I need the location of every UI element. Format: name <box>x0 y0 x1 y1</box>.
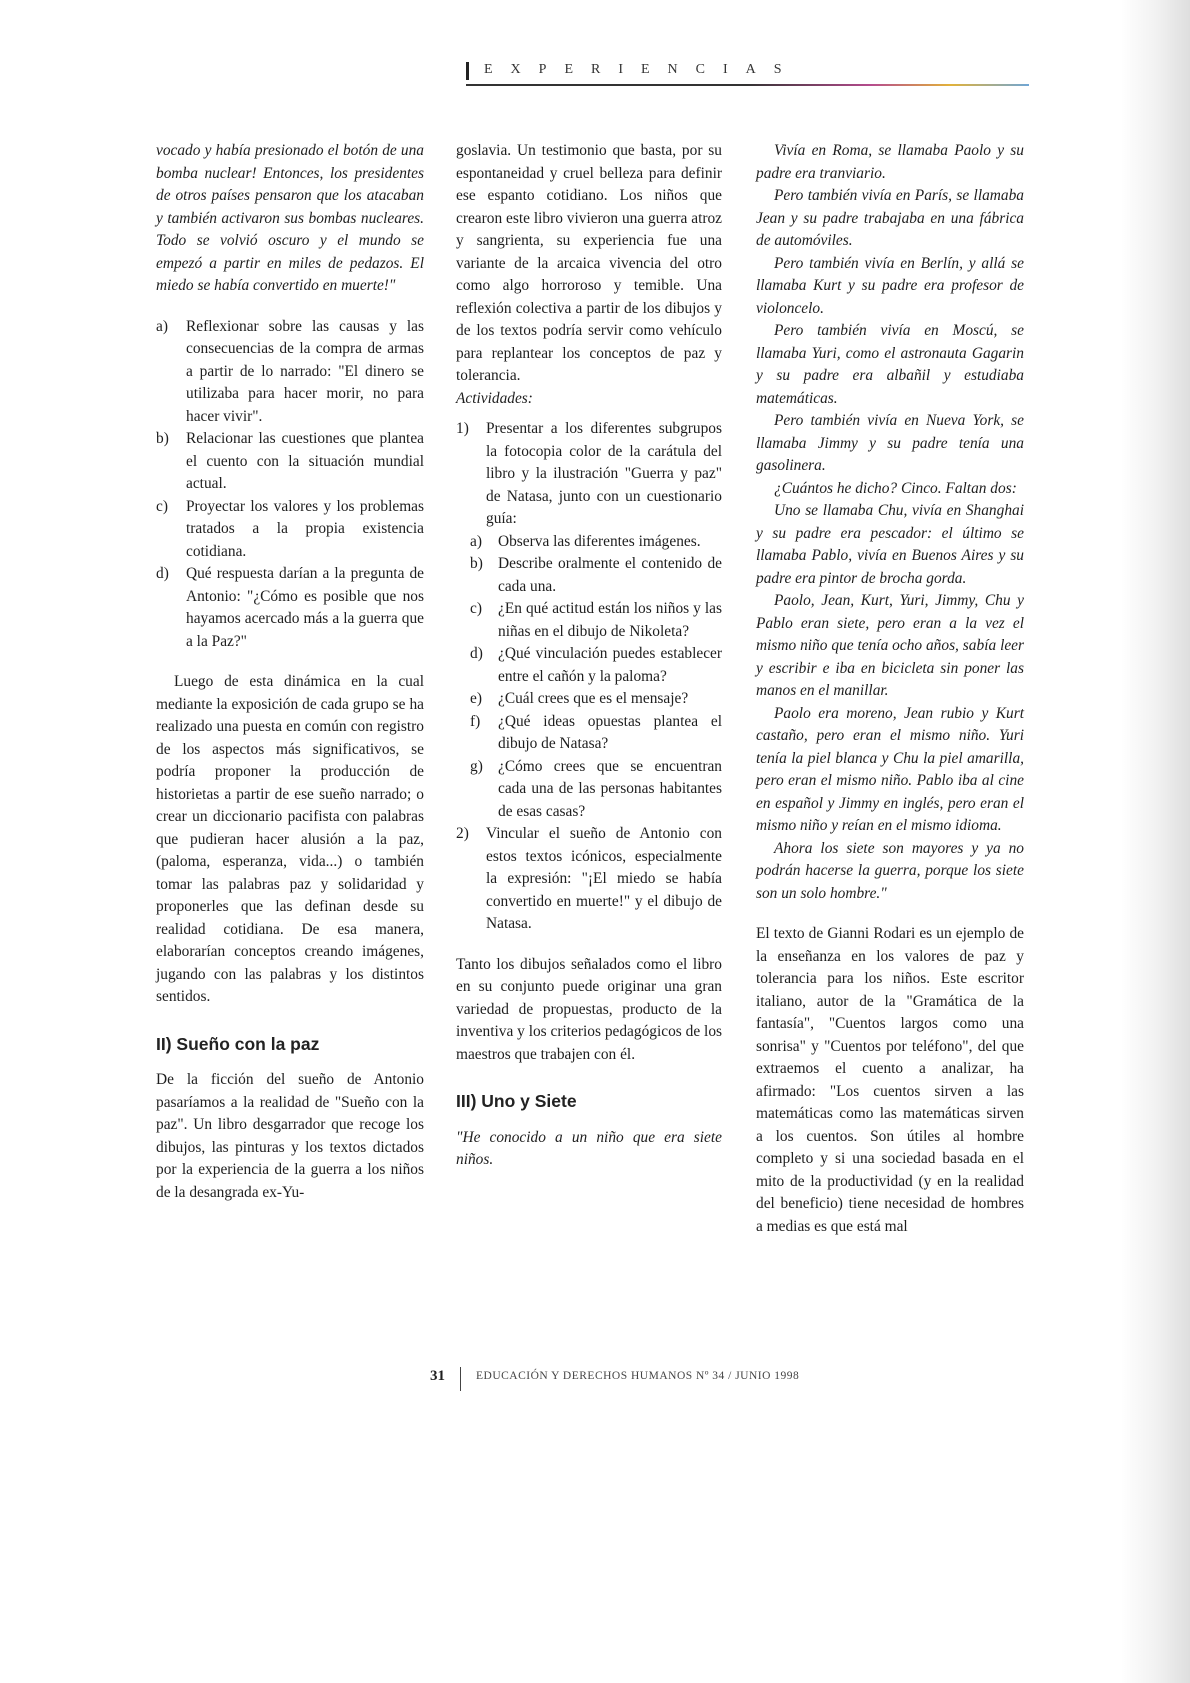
list-item-label: d) <box>470 645 483 662</box>
list-item <box>456 553 722 598</box>
list-item-label: a) <box>156 317 168 335</box>
publication-info: EDUCACIÓN Y DERECHOS HUMANOS Nº 34 / JUNIO 1998 <box>476 1370 800 1382</box>
list-item <box>156 496 424 564</box>
column-right <box>756 140 1024 1238</box>
list-item-text: ¿Qué ideas opuestas plantea el dibujo de Natasa? <box>498 712 722 752</box>
list-item-text: Relacionar las cuestiones que plantea el cuento con la situación mundial actual. <box>186 430 424 492</box>
list-item-text: Presentar a los diferentes subgrupos la fotocopia color de la carátula del libro y la ilustración "Guerra y paz" de Natasa, junto con un cuestionario guía: <box>486 420 722 527</box>
list-item <box>456 711 722 756</box>
list-item <box>456 418 722 531</box>
list-item-text: Reflexionar sobre las causas y las consecuencias de la compra de armas a partir de lo narrado: "El dinero se utilizaba para hacer morir, no para hacer vivir". <box>186 317 424 425</box>
list-item-label: g) <box>470 757 483 775</box>
body-paragraph: goslavia. Un testimonio que basta, por su espontaneidad y cruel belleza para definir ese espanto cotidiano. Los niños que crearon este libro vivieron una guerra atroz y sangrienta, su experiencia fue una variante de la arcaica vivencia del otro como algo horroroso y temible. Una reflexión colectiva a partir de los dibujos y de los textos podría servir como vehículo para replantear los conceptos de paz y tolerancia. <box>456 142 722 384</box>
footer-divider <box>460 1367 461 1391</box>
quote-start: "He conocido a un niño que era siete niños. <box>456 1128 722 1168</box>
quote-paragraph: Paolo era moreno, Jean rubio y Kurt castaño, pero eran el mismo niño. Yuri tenía la piel blanca y Chu la piel amarilla, pero eran el mismo niño. Pablo iba al cine en español y Jimmy en inglés, pero eran el mismo niño y reían en el mismo idioma. <box>756 704 1024 834</box>
column-left <box>156 140 424 1204</box>
sub-question-list <box>456 531 722 824</box>
list-item-label: f) <box>470 712 481 730</box>
section-heading-3: III) Uno y Siete <box>456 1091 577 1111</box>
page-number: 31 <box>430 1368 445 1384</box>
quote-paragraph: Pero también vivía en Nueva York, se llamaba Jimmy y su padre tenía una gasolinera. <box>756 412 1024 474</box>
list-item-label: 2) <box>456 825 469 842</box>
list-item-label: c) <box>470 600 482 617</box>
quote-paragraph: ¿Cuántos he dicho? Cinco. Faltan dos: <box>774 479 1017 497</box>
page-footer <box>430 1367 900 1397</box>
list-item-label: d) <box>156 565 169 582</box>
list-item-text: Describe oralmente el contenido de cada una. <box>498 555 722 595</box>
quote-paragraph: Pero también vivía en Berlín, y allá se llamaba Kurt y su padre era profesor de violoncelo. <box>756 254 1024 317</box>
list-item-label: a) <box>470 532 482 550</box>
list-item <box>156 428 424 496</box>
list-item <box>456 688 722 711</box>
list-item-text: Proyectar los valores y los problemas tratados a la propia existencia cotidiana. <box>186 497 424 560</box>
quote-paragraph: Pero también vivía en Moscú, se llamaba Yuri, como el astronauta Gagarin y su padre era albañil y estudiaba matemáticas. <box>756 322 1024 407</box>
list-item-text: ¿En qué actitud están los niños y las niñas en el dibujo de Nikoleta? <box>498 600 722 640</box>
body-paragraph: Tanto los dibujos señalados como el libro en su conjunto puede originar una gran variedad de propuestas, producto de la inventiva y los criterios pedagógicos de los maestros que trabajen con él. <box>456 955 722 1063</box>
list-item-text: Qué respuesta darían a la pregunta de Antonio: "¿Cómo es posible que nos hayamos acercado más a la guerra que a la Paz?" <box>186 565 424 650</box>
list-item <box>156 563 424 653</box>
list-item-label: c) <box>156 497 168 515</box>
question-list <box>156 316 424 654</box>
quote-paragraph: Vivía en Roma, se llamaba Paolo y su padre era tranviario. <box>756 142 1024 182</box>
list-item <box>156 316 424 429</box>
list-item-label: b) <box>470 555 483 572</box>
list-item-text: ¿Cuál crees que es el mensaje? <box>498 690 689 707</box>
list-item-label: e) <box>470 690 482 707</box>
list-item-label: 1) <box>456 420 469 437</box>
quote-paragraph: Paolo, Jean, Kurt, Yuri, Jimmy, Chu y Pablo eran siete, pero eran a la vez el mismo niño que tenía ocho años, sabía leer y escribir e iba en bicicleta sin poner las manos en el manillar. <box>756 592 1024 699</box>
list-item <box>456 756 722 824</box>
list-item <box>456 531 722 554</box>
header-bar-mark <box>466 62 469 80</box>
body-paragraph: De la ficción del sueño de Antonio pasaríamos a la realidad de "Sueño con la paz". Un libro desgarrador que recoge los dibujos, las pinturas y los textos dictados por la experiencia de la guerra a los niños de la desangrada ex-Yu- <box>156 1071 424 1201</box>
section-header <box>466 60 1029 86</box>
activities-label: Actividades: <box>456 389 533 407</box>
header-rule <box>466 84 1029 86</box>
section-heading-2: II) Sueño con la paz <box>156 1033 320 1054</box>
list-item-text: Observa las diferentes imágenes. <box>498 532 701 550</box>
body-paragraph: El texto de Gianni Rodari es un ejemplo de la enseñanza en los valores de paz y tolerancia para los niños. Este escritor italiano, autor de la "Gramática de la fantasía", "Cuentos largos como una sonrisa" y "Cuentos por teléfono", del que extraemos el cuento a analizar, ha afirmado: "Los cuentos sirven a las matemáticas como las matemáticas sirven a los cuentos. Son útiles al hombre completo y si una sociedad basada en el mito de la productividad (y en la realidad del beneficio) tiene necesidad de hombres a medias es que está mal <box>756 925 1024 1235</box>
list-item-text: Vincular el sueño de Antonio con estos textos icónicos, especialmente la expresión: "¡El miedo se había convertido en muerte!" y el dibujo de Natasa. <box>486 825 722 932</box>
list-item-text: ¿Qué vinculación puedes establecer entre el cañón y la paloma? <box>498 645 722 685</box>
quote-ending: vocado y había presionado el botón de una bomba nuclear! Entonces, los presidentes de otros países pensaron que los atacaban y también activaron sus bombas nucleares. Todo se volvió oscuro y el mundo se empezó a partir en miles de pedazos. El miedo se había convertido en muerte!" <box>156 142 424 294</box>
list-item <box>456 823 722 936</box>
page-edge-shadow <box>1120 0 1190 1683</box>
list-item <box>456 598 722 643</box>
list-item <box>456 643 722 688</box>
column-middle <box>456 140 722 1172</box>
list-item-label: b) <box>156 430 169 447</box>
list-item-text: ¿Cómo crees que se encuentran cada una de las personas habitantes de esas casas? <box>498 757 722 820</box>
quote-paragraph: Uno se llamaba Chu, vivía en Shanghai y su padre era pescador: el último se llamaba Pablo, vivía en Buenos Aires y su padre era pintor de brocha gorda. <box>756 502 1024 587</box>
quote-paragraph: Ahora los siete son mayores y ya no podrán hacerse la guerra, porque los siete son un solo hombre." <box>756 839 1024 902</box>
body-paragraph: Luego de esta dinámica en la cual mediante la exposición de cada grupo se ha realizado una puesta en común con registro de los aspectos más significativos, se podría proponer la producción de historietas a partir de ese sueño narrado; o crear un diccionario pacifista con palabras que pudieran hacer alusión a la paz, (paloma, esperanza, vida...) o también tomar las palabras paz y solidaridad y proponerles que las definan desde su realidad cotidiana. De esa manera, elaborarían conceptos creando imágenes, jugando con las palabras y los distintos sentidos. <box>156 673 424 1005</box>
quote-paragraph: Pero también vivía en París, se llamaba Jean y su padre trabajaba en una fábrica de automóviles. <box>756 187 1024 249</box>
header-title: EXPERIENCIAS <box>484 62 800 77</box>
